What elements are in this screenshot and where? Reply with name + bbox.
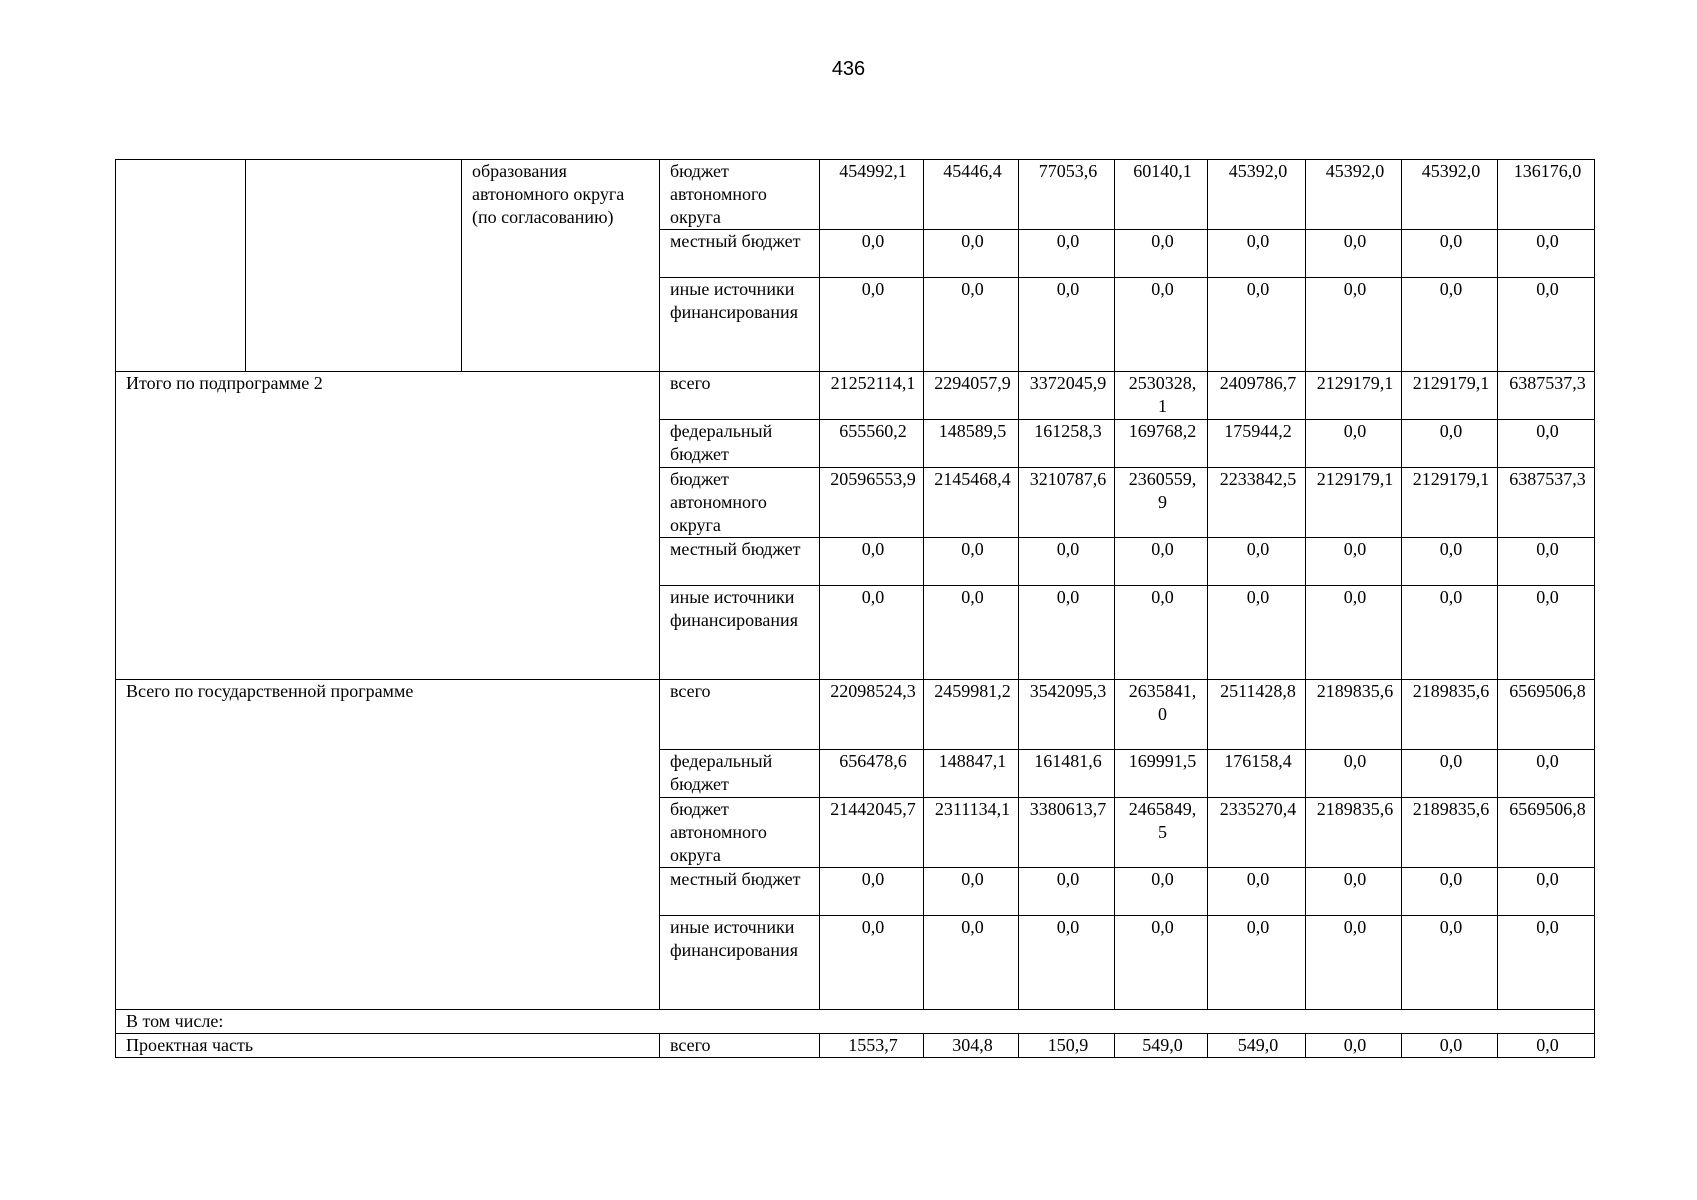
- source-cell: бюджет автономного округа: [660, 160, 820, 230]
- value-cell: 0,0: [1306, 586, 1402, 680]
- value-cell: 45392,0: [1306, 160, 1402, 230]
- value-cell: 0,0: [1498, 868, 1595, 916]
- value-cell: 6569506,8: [1498, 798, 1595, 868]
- empty-cell: [116, 160, 246, 372]
- value-cell: 0,0: [1019, 278, 1115, 372]
- value-cell: 0,0: [820, 538, 924, 586]
- value-cell: 0,0: [1208, 538, 1306, 586]
- value-cell: 2409786,7: [1208, 372, 1306, 420]
- source-cell: федеральный бюджет: [660, 750, 820, 798]
- value-cell: 2189835,6: [1306, 798, 1402, 868]
- source-cell: иные источники финансирования: [660, 278, 820, 372]
- value-cell: 0,0: [820, 586, 924, 680]
- value-cell: 161481,6: [1019, 750, 1115, 798]
- value-cell: 2145468,4: [924, 468, 1019, 538]
- value-cell: 0,0: [820, 916, 924, 1010]
- source-cell: всего: [660, 680, 820, 750]
- value-cell: 3380613,7: [1019, 798, 1115, 868]
- value-cell: 0,0: [1306, 230, 1402, 278]
- value-cell: 0,0: [1208, 586, 1306, 680]
- table-row: [116, 372, 1595, 420]
- value-cell: 21442045,7: [820, 798, 924, 868]
- value-cell: 0,0: [820, 278, 924, 372]
- value-cell: 454992,1: [820, 160, 924, 230]
- value-cell: 45446,4: [924, 160, 1019, 230]
- value-cell: 77053,6: [1019, 160, 1115, 230]
- value-cell: 0,0: [1402, 538, 1498, 586]
- value-cell: 0,0: [1498, 420, 1595, 468]
- value-cell: 2129179,1: [1402, 468, 1498, 538]
- table-row: [116, 1034, 1595, 1058]
- value-cell: 2189835,6: [1402, 798, 1498, 868]
- value-cell: 0,0: [1019, 538, 1115, 586]
- value-cell: 0,0: [1498, 750, 1595, 798]
- value-cell: 169991,5: [1115, 750, 1208, 798]
- source-cell: федеральный бюджет: [660, 420, 820, 468]
- value-cell: 2129179,1: [1306, 468, 1402, 538]
- source-cell: бюджет автономного округа: [660, 468, 820, 538]
- value-cell: 0,0: [1115, 230, 1208, 278]
- value-cell: 0,0: [1019, 230, 1115, 278]
- value-cell: 0,0: [1498, 538, 1595, 586]
- source-cell: местный бюджет: [660, 538, 820, 586]
- value-cell: 3210787,6: [1019, 468, 1115, 538]
- value-cell: 1553,7: [820, 1034, 924, 1058]
- value-cell: 0,0: [1402, 750, 1498, 798]
- source-cell: иные источники финансирования: [660, 916, 820, 1010]
- value-cell: 6569506,8: [1498, 680, 1595, 750]
- value-cell: 175944,2: [1208, 420, 1306, 468]
- value-cell: 549,0: [1115, 1034, 1208, 1058]
- value-cell: 0,0: [1208, 230, 1306, 278]
- value-cell: 0,0: [1019, 868, 1115, 916]
- value-cell: 0,0: [1402, 278, 1498, 372]
- value-cell: 549,0: [1208, 1034, 1306, 1058]
- value-cell: 656478,6: [820, 750, 924, 798]
- value-cell: 0,0: [924, 230, 1019, 278]
- value-cell: 45392,0: [1402, 160, 1498, 230]
- source-cell: иные источники финансирования: [660, 586, 820, 680]
- value-cell: 6387537,3: [1498, 468, 1595, 538]
- empty-cell: [246, 160, 462, 372]
- value-cell: 2635841,0: [1115, 680, 1208, 750]
- value-cell: 0,0: [1115, 586, 1208, 680]
- budget-table: [115, 159, 1595, 1058]
- value-cell: 22098524,3: [820, 680, 924, 750]
- value-cell: 0,0: [924, 868, 1019, 916]
- value-cell: 2189835,6: [1402, 680, 1498, 750]
- value-cell: 0,0: [1306, 750, 1402, 798]
- value-cell: 0,0: [1498, 586, 1595, 680]
- value-cell: 2360559,9: [1115, 468, 1208, 538]
- value-cell: 20596553,9: [820, 468, 924, 538]
- value-cell: 148847,1: [924, 750, 1019, 798]
- value-cell: 0,0: [1208, 916, 1306, 1010]
- value-cell: 161258,3: [1019, 420, 1115, 468]
- source-cell: местный бюджет: [660, 230, 820, 278]
- value-cell: 2530328,1: [1115, 372, 1208, 420]
- value-cell: 0,0: [1306, 916, 1402, 1010]
- value-cell: 2335270,4: [1208, 798, 1306, 868]
- value-cell: 3372045,9: [1019, 372, 1115, 420]
- value-cell: 2459981,2: [924, 680, 1019, 750]
- value-cell: 148589,5: [924, 420, 1019, 468]
- executor-cell: образования автономного округа (по согласованию): [462, 160, 660, 372]
- value-cell: 2311134,1: [924, 798, 1019, 868]
- table-row: [116, 1010, 1595, 1034]
- value-cell: 2294057,9: [924, 372, 1019, 420]
- value-cell: 0,0: [1402, 586, 1498, 680]
- value-cell: 21252114,1: [820, 372, 924, 420]
- value-cell: 0,0: [1402, 1034, 1498, 1058]
- value-cell: 0,0: [924, 586, 1019, 680]
- value-cell: 0,0: [1402, 868, 1498, 916]
- table-row: [116, 160, 1595, 230]
- value-cell: 0,0: [1306, 278, 1402, 372]
- value-cell: 2511428,8: [1208, 680, 1306, 750]
- value-cell: 0,0: [924, 916, 1019, 1010]
- value-cell: 0,0: [1498, 230, 1595, 278]
- value-cell: 45392,0: [1208, 160, 1306, 230]
- value-cell: 0,0: [1115, 868, 1208, 916]
- source-cell: местный бюджет: [660, 868, 820, 916]
- value-cell: 2129179,1: [1402, 372, 1498, 420]
- value-cell: 0,0: [1115, 278, 1208, 372]
- value-cell: 3542095,3: [1019, 680, 1115, 750]
- subprogram-total-title: Итого по подпрограмме 2: [116, 372, 660, 680]
- value-cell: 0,0: [1306, 538, 1402, 586]
- project-part-title: Проектная часть: [116, 1034, 660, 1058]
- value-cell: 136176,0: [1498, 160, 1595, 230]
- value-cell: 0,0: [1306, 420, 1402, 468]
- value-cell: 2129179,1: [1306, 372, 1402, 420]
- value-cell: 150,9: [1019, 1034, 1115, 1058]
- value-cell: 0,0: [1019, 586, 1115, 680]
- value-cell: 0,0: [924, 278, 1019, 372]
- value-cell: 2233842,5: [1208, 468, 1306, 538]
- value-cell: 0,0: [1402, 916, 1498, 1010]
- value-cell: 304,8: [924, 1034, 1019, 1058]
- including-label: В том числе:: [116, 1010, 1595, 1034]
- value-cell: 0,0: [1498, 1034, 1595, 1058]
- value-cell: 0,0: [1208, 868, 1306, 916]
- source-cell: бюджет автономного округа: [660, 798, 820, 868]
- value-cell: 176158,4: [1208, 750, 1306, 798]
- value-cell: 655560,2: [820, 420, 924, 468]
- value-cell: 6387537,3: [1498, 372, 1595, 420]
- value-cell: 169768,2: [1115, 420, 1208, 468]
- program-total-title: Всего по государственной программе: [116, 680, 660, 1010]
- value-cell: 0,0: [820, 230, 924, 278]
- value-cell: 0,0: [1115, 916, 1208, 1010]
- value-cell: 0,0: [1498, 916, 1595, 1010]
- source-cell: всего: [660, 372, 820, 420]
- value-cell: 0,0: [1306, 868, 1402, 916]
- value-cell: 0,0: [1019, 916, 1115, 1010]
- value-cell: 0,0: [820, 868, 924, 916]
- value-cell: 2465849,5: [1115, 798, 1208, 868]
- value-cell: 0,0: [1402, 420, 1498, 468]
- value-cell: 60140,1: [1115, 160, 1208, 230]
- source-cell: всего: [660, 1034, 820, 1058]
- value-cell: 0,0: [1498, 278, 1595, 372]
- value-cell: 2189835,6: [1306, 680, 1402, 750]
- value-cell: 0,0: [1306, 1034, 1402, 1058]
- page-number: 436: [831, 58, 866, 80]
- table-row: [116, 680, 1595, 750]
- value-cell: 0,0: [1115, 538, 1208, 586]
- value-cell: 0,0: [1402, 230, 1498, 278]
- value-cell: 0,0: [924, 538, 1019, 586]
- value-cell: 0,0: [1208, 278, 1306, 372]
